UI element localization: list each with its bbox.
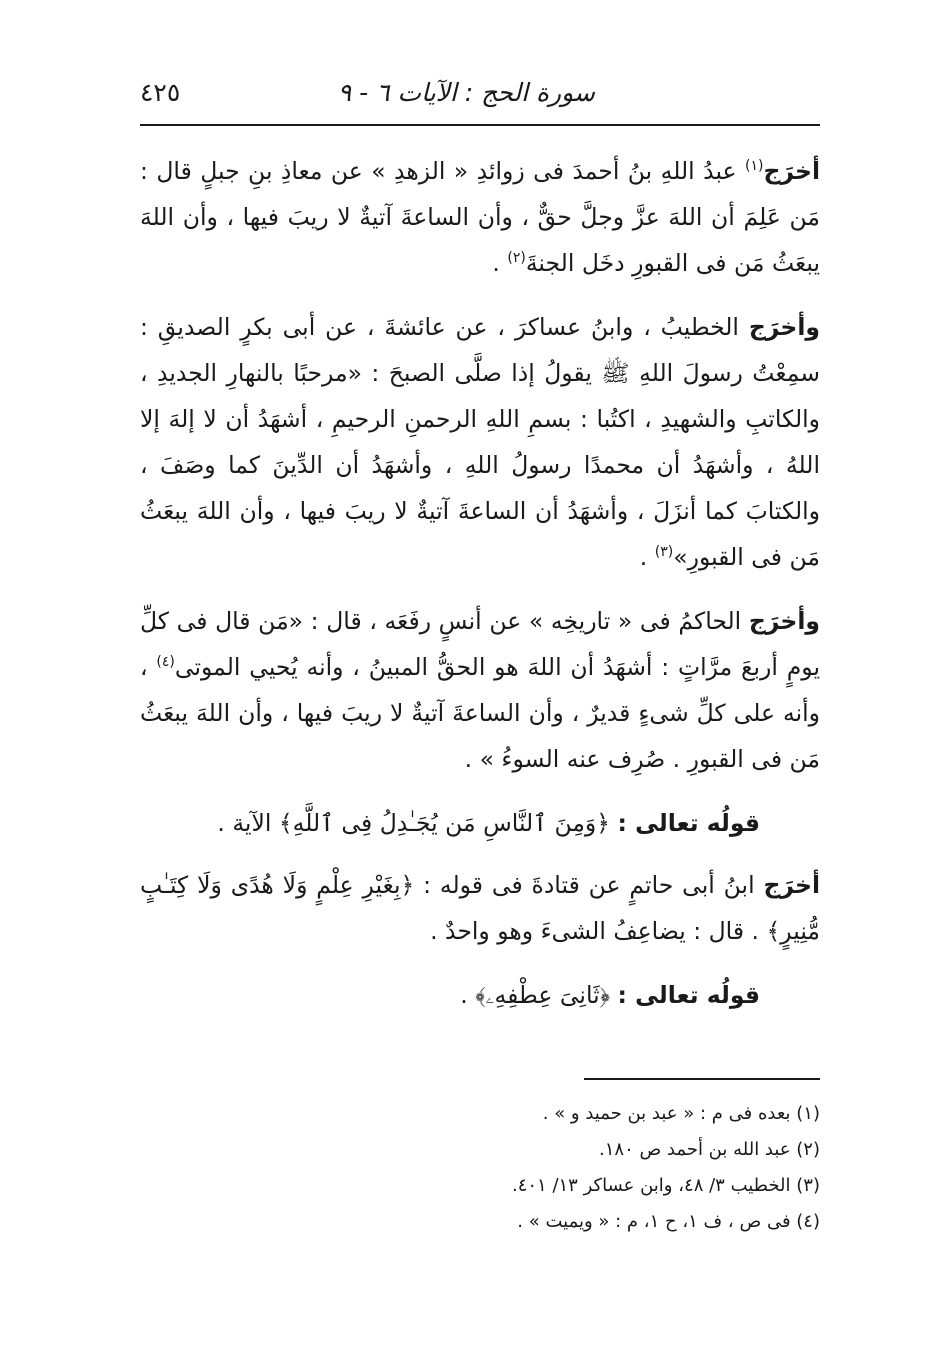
main-text	[140, 148, 820, 1018]
footnote-4: (٤) فى ص ، ف ١، ح ١، م : « ويميت » .	[517, 1211, 820, 1232]
paragraph-lead: أخرَج	[763, 871, 820, 899]
footnote-1: (١) بعده فى م : « عبد بن حميد و » .	[542, 1103, 820, 1124]
paragraph-text: ابنُ أبى حاتمٍ عن قتادةَ فى قوله : ﴿بِغَيْرِ عِلْمٍ وَلَا هُدًى وَلَا كِتَـٰبٍ مُّنِيرٍ﴾ . قال : يضاعِفُ الشىءَ وهو واحدٌ .	[140, 871, 820, 945]
footnote-2: (٢) عبد الله بن أحمد ص ١٨٠.	[599, 1139, 820, 1160]
footnotes	[140, 1096, 820, 1240]
running-title: سورة الحج : الآيات ٦ - ٩	[337, 78, 595, 107]
paragraph-4	[140, 862, 820, 954]
paragraph-lead: أخرَج	[763, 157, 820, 185]
page-number: ٤٢٥	[140, 78, 181, 107]
footnote-ref-2: (٢)	[507, 250, 526, 267]
heading-lead: قولُه تعالى :	[617, 981, 760, 1009]
paragraph-text: الحاكمُ فى « تاريخِه » عن أنسٍ رفَعَه ، قال : «مَن قال فى كلِّ يومٍ أربعَ مرَّاتٍ : أشهَدُ أن اللهَ هو الحقُّ المبينُ ، وأنه يُحيي الموتى	[140, 607, 820, 681]
paragraph-text: الخطيبُ ، وابنُ عساكرَ ، عن عائشةَ ، عن أبى بكرٍ الصديقِ : سمِعْتُ رسولَ اللهِ ﷺ يقولُ إذا صلَّى الصبحَ : «مرحبًا بالنهارِ الجديدِ ، والكاتبِ والشهيدِ ، اكتُبا : بسمِ اللهِ الرحمنِ الرحيمِ ، أشهَدُ أن لا إلهَ إلا اللهُ ، وأشهَدُ أن محمدًا رسولُ اللهِ ، وأشهَدُ أن الدِّينَ كما وصَفَ ، والكتابَ كما أنزَلَ ، وأشهَدُ أن الساعةَ آتيةٌ لا ريبَ فيها ، وأن اللهَ يبعَثُ مَن فى القبورِ»	[140, 313, 820, 571]
verse-heading-2	[140, 972, 820, 1018]
page-header	[140, 78, 820, 118]
paragraph-lead: وأخرَج	[748, 313, 820, 341]
heading-lead: قولُه تعالى :	[617, 809, 760, 837]
paragraph-tail: .	[639, 543, 655, 571]
heading-verse: ﴿وَمِنَ ٱلنَّاسِ مَن يُجَـٰدِلُ فِى ٱللَّهِ﴾ الآية .	[217, 809, 618, 837]
paragraph-lead: وأخرَج	[748, 607, 820, 635]
paragraph-1	[140, 148, 820, 286]
footnote-ref-1: (١)	[744, 158, 764, 175]
footnote-3: (٣) الخطيب ٣/ ٤٨، وابن عساكر ١٣/ ٤٠١.	[511, 1175, 820, 1196]
header-rule	[140, 124, 820, 126]
footnote-ref-3: (٣)	[654, 544, 674, 561]
footnote-rule	[584, 1078, 820, 1080]
verse-heading-1	[140, 800, 820, 846]
paragraph-tail: ، وأنه على كلِّ شىءٍ قديرٌ ، وأن الساعةَ آتيةٌ لا ريبَ فيها ، وأن اللهَ يبعَثُ مَن فى القبورِ . صُرِف عنه السوءُ » .	[140, 653, 820, 773]
paragraph-2	[140, 304, 820, 580]
paragraph-tail: .	[492, 249, 508, 277]
footnote-ref-4: (٤)	[156, 654, 175, 671]
heading-verse: ﴿ثَانِىَ عِطْفِهِۦ﴾ .	[460, 981, 618, 1009]
paragraph-3	[140, 598, 820, 782]
paragraph-text: عبدُ اللهِ بنُ أحمدَ فى زوائدِ « الزهدِ » عن معاذِ بنِ جبلٍ قال : مَن عَلِمَ أن اللهَ عزَّ وجلَّ حقٌّ ، وأن الساعةَ آتيةٌ لا ريبَ فيها ، وأن اللهَ يبعَثُ مَن فى القبورِ دخَل الجنةَ	[140, 157, 820, 277]
